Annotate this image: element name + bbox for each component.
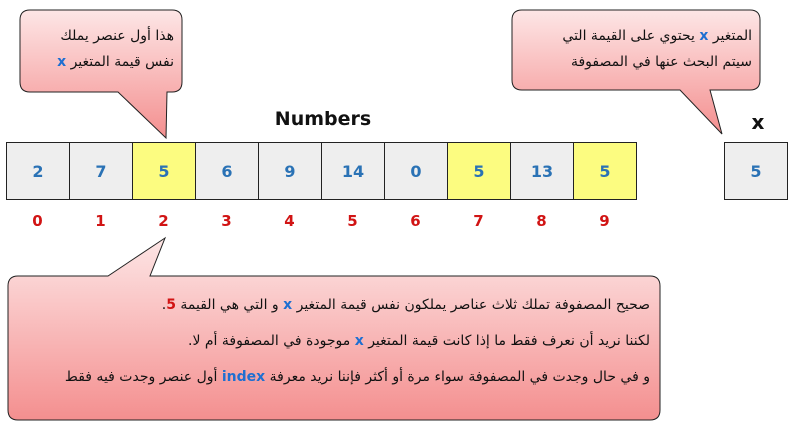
array-index-label: 7 xyxy=(473,212,484,230)
keyword-index: index xyxy=(221,369,266,385)
array-index-label: 0 xyxy=(32,212,43,230)
callout-bottom xyxy=(16,294,650,388)
array-cell: 13 xyxy=(510,142,574,200)
array-cell: 2 xyxy=(6,142,70,200)
array-cell: 5 xyxy=(132,142,196,200)
array-index-label: 4 xyxy=(284,212,295,230)
variable-label: x xyxy=(751,110,765,134)
array-index-label: 3 xyxy=(221,212,232,230)
callout-x-line2: سيتم البحث عنها في المصفوفة xyxy=(570,54,752,70)
highlight-value: 5 xyxy=(166,297,176,313)
array-index-label: 9 xyxy=(599,212,610,230)
array-title: Numbers xyxy=(274,108,372,130)
array-cell: 6 xyxy=(195,142,259,200)
array-cell: 5 xyxy=(573,142,637,200)
callout-bottom-line2: لكننا نريد أن نعرف فقط ما إذا كانت قيمة المتغير x موجودة في المصفوفة أم لا. xyxy=(188,333,650,349)
array-index-label: 6 xyxy=(410,212,421,230)
callout-first xyxy=(24,26,174,72)
keyword-x: x xyxy=(283,297,293,313)
array-cell: 0 xyxy=(384,142,448,200)
array-index-label: 5 xyxy=(347,212,358,230)
array-index-label: 8 xyxy=(536,212,547,230)
callout-bottom-line3: و في حال وجدت في المصفوفة سواء مرة أو أكثر فإننا نريد معرفة index أول عنصر وجدت فيه فقط xyxy=(64,369,650,385)
keyword-x: x xyxy=(57,54,67,70)
array-cell: 7 xyxy=(69,142,133,200)
array-cell: 9 xyxy=(258,142,322,200)
array-cell: 5 xyxy=(447,142,511,200)
callout-first-line1: هذا أول عنصر يملك xyxy=(60,28,174,44)
callout-first-line2: نفس قيمة المتغير x xyxy=(57,54,174,70)
callout-bottom-line1: صحيح المصفوفة تملك ثلاث عناصر يملكون نفس قيمة المتغير x و التي هي القيمة 5. xyxy=(161,297,650,313)
keyword-x: x xyxy=(699,28,709,44)
callout-x xyxy=(516,26,752,72)
array-index-label: 2 xyxy=(158,212,169,230)
keyword-x: x xyxy=(354,333,364,349)
callout-x-line1: المتغير x يحتوي على القيمة التي xyxy=(562,28,752,44)
variable-x-cell: 5 xyxy=(724,142,788,200)
array-index-label: 1 xyxy=(95,212,106,230)
array-cell: 14 xyxy=(321,142,385,200)
